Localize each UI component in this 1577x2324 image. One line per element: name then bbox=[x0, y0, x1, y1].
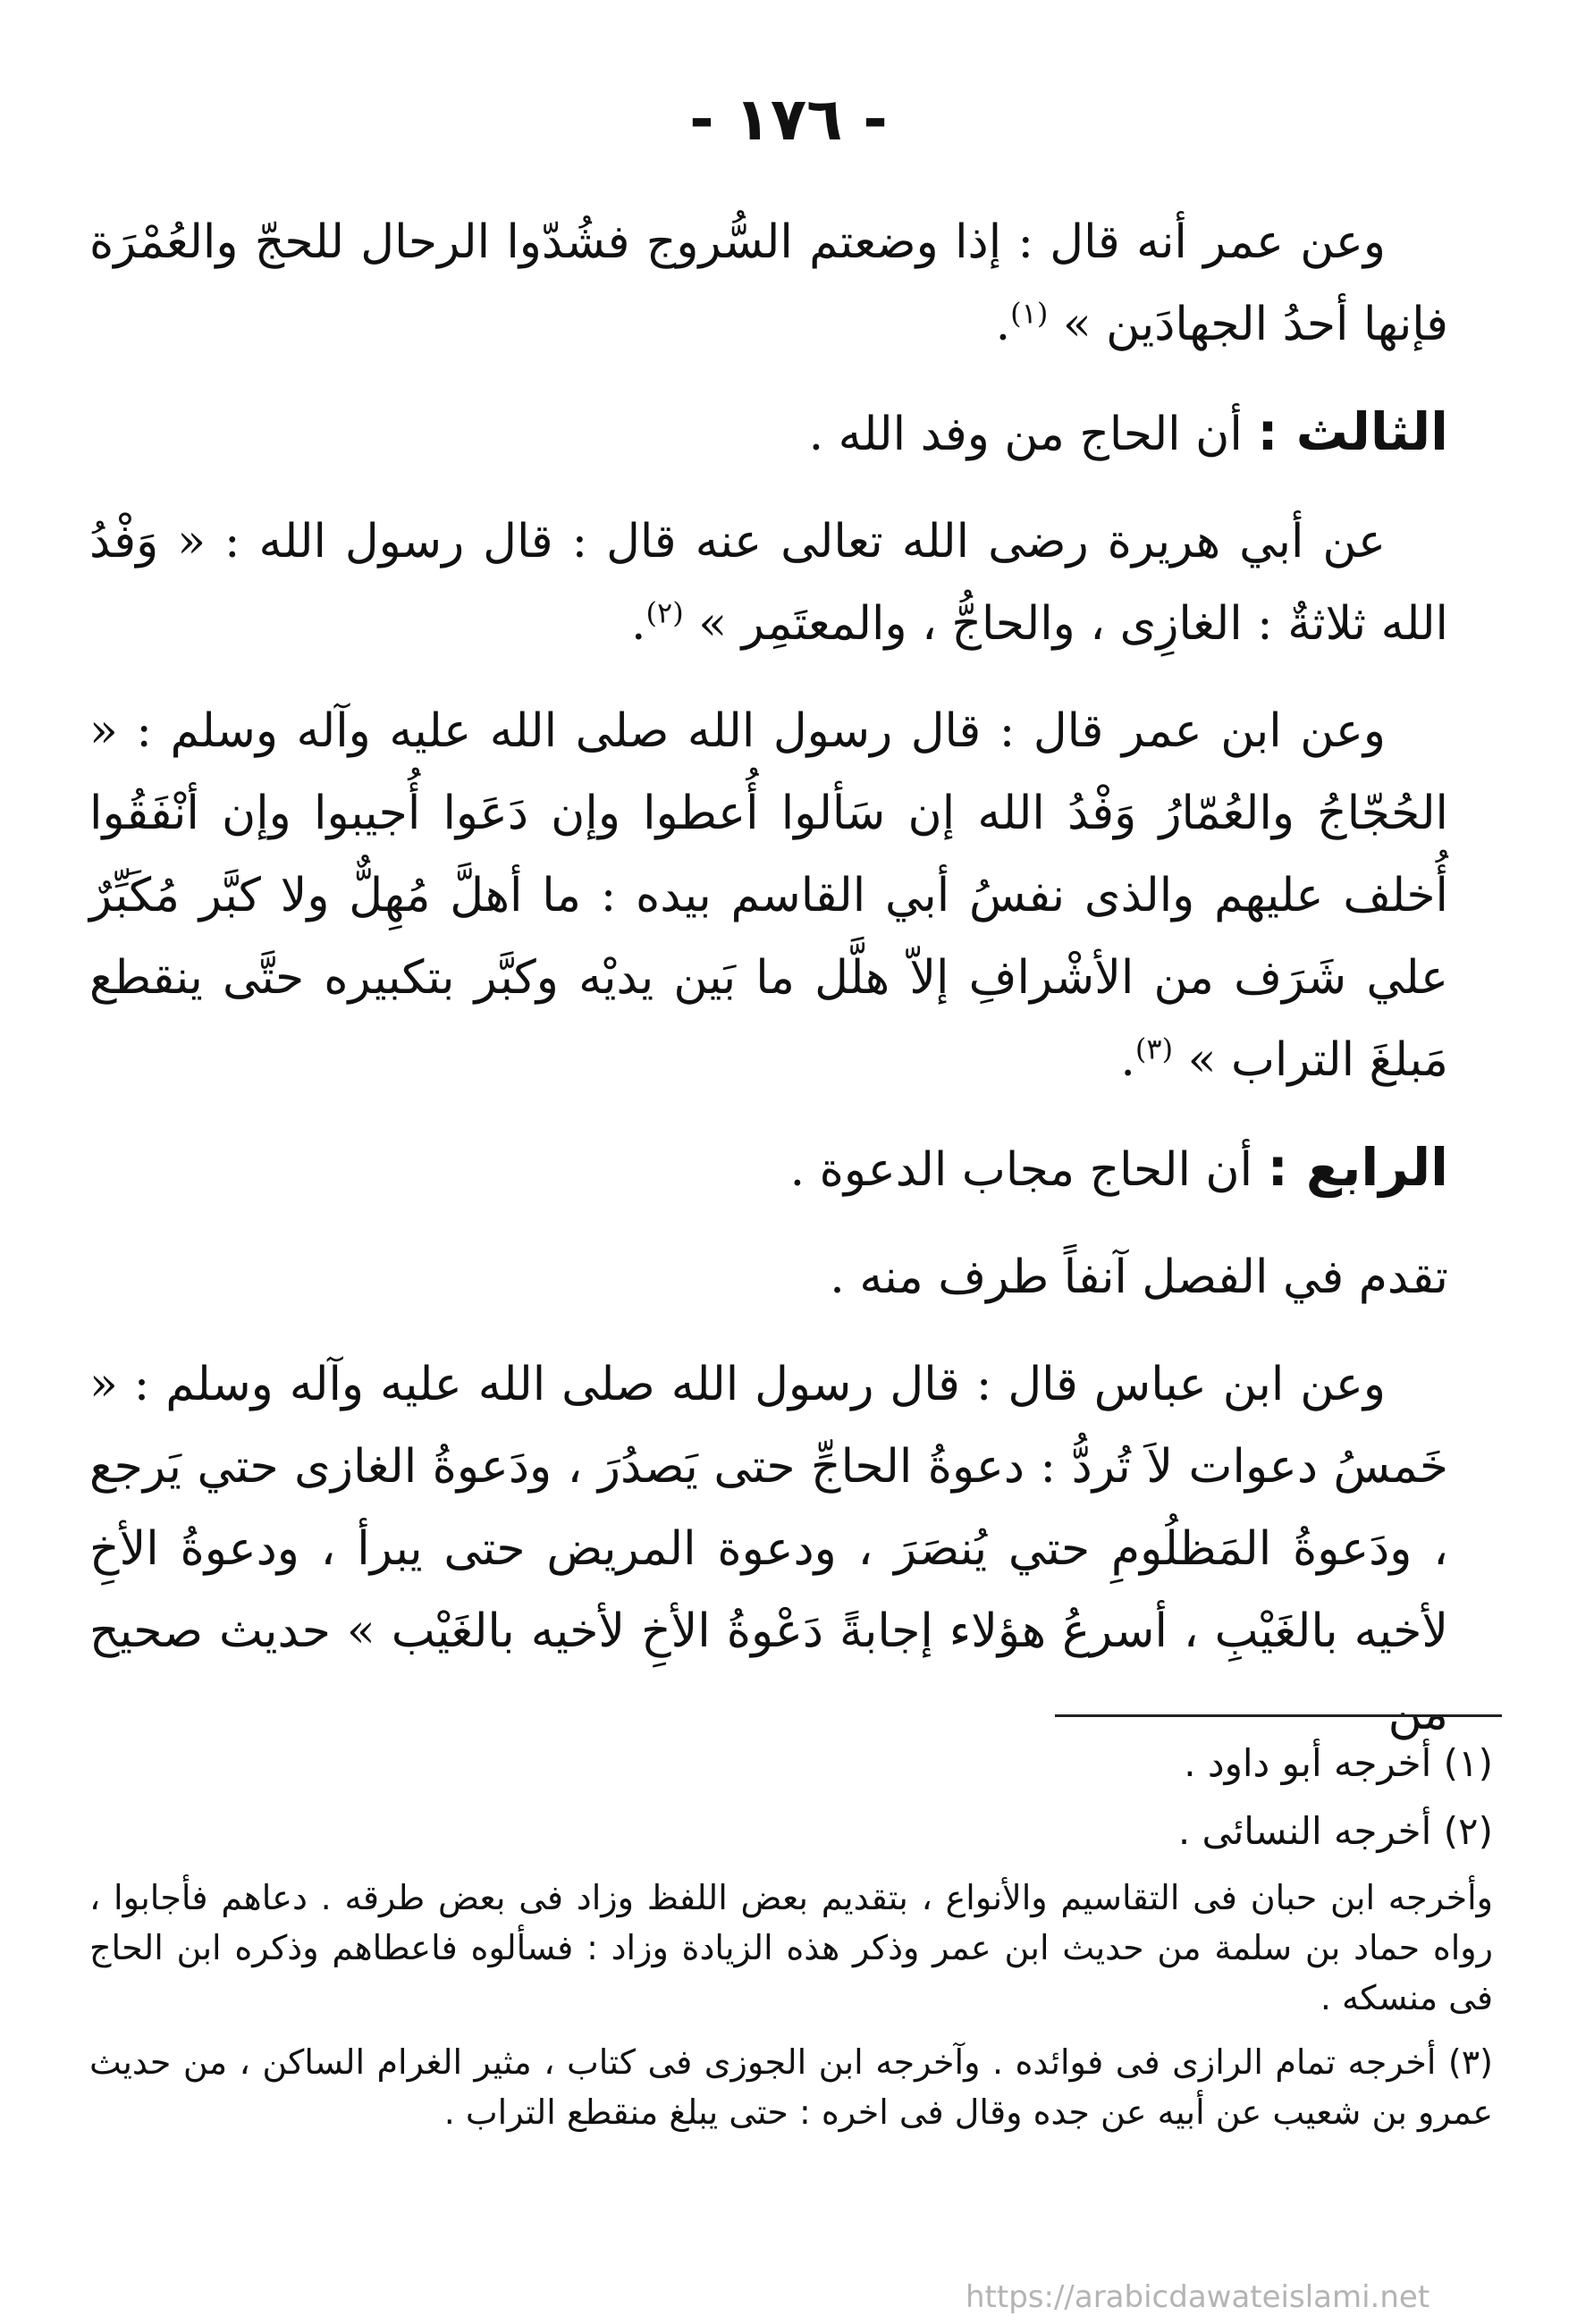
footnote-ref-2: (٢) bbox=[645, 595, 684, 630]
section-heading-third bbox=[89, 391, 1448, 476]
footnote-divider bbox=[1055, 1714, 1502, 1717]
footnote-3: (٣) أخرجه تمام الرازى فى فوائده . وآخرجه ابن الجوزى فى كتاب ، مثير الغرام الساكن ، من حديث عمرو بن شعيب عن أبيه عن جده وقال فى اخره : حتى يبلغ منقطع التراب . bbox=[89, 2042, 1493, 2132]
paragraph-umar-end: . bbox=[995, 298, 1011, 351]
paragraph-abu-hurayra bbox=[89, 501, 1448, 665]
paragraph-ibn-umar-text: وعن ابن عمر قال : قال رسول الله صلى الله عليه وآله وسلم : « الحُجّاجُ والعُمّارُ وَفْدُ الله إن سَألوا أُعطوا وإن دَعَوا أُجيبوا وإن أنْفَقُوا أُخلف عليهم والذى نفسُ أبي القاسم بيده : ما أهلَّ مُهِلٌّ ولا كبَّر مُكَبِّرٌ علي شَرَف من الأشْرافِ إلاّ هلَّل ما بَين يديْه وكبَّر بتكبيره حتَّى ينقطع مَبلغَ التراب » bbox=[89, 704, 1448, 1087]
section-heading-fourth-text: أن الحاج مجاب الدعوة . bbox=[789, 1143, 1253, 1197]
watermark-url: https://arabicdawateislami.net bbox=[966, 2279, 1430, 2315]
section-heading-fourth bbox=[89, 1126, 1448, 1211]
footnote-ref-1: (١) bbox=[1010, 296, 1049, 331]
page-number: - ١٧٦ - bbox=[689, 85, 888, 154]
paragraph-reference: تقدم في الفصل آنفاً طرف منه . bbox=[830, 1250, 1448, 1304]
footnote-ref-3: (٣) bbox=[1134, 1031, 1174, 1066]
section-heading-third-text: أن الحاج من وفد الله . bbox=[808, 408, 1243, 461]
paragraph-ibn-abbas: وعن ابن عباس قال : قال رسول الله صلى الله عليه وآله وسلم : « خَمسُ دعوات لاَ تُردُّ : دعوةُ الحاجِّ حتى يَصدُرَ ، ودَعوةُ الغازى حتي يَرجع ، ودَعوةُ المَظلُومِ حتي يُنصَرَ ، ودعوة المريض حتى يبرأ ، ودعوةُ الأخِ لأخيه بالغَيْبِ ، أسرعُ هؤلاء إجابةً دَعْوةُ الأخِ لأخيه بالغَيْب » حديث صحيح من bbox=[89, 1358, 1448, 1740]
paragraph-umar bbox=[89, 201, 1448, 366]
paragraph-abu-hurayra-text: عن أبي هريرة رضى الله تعالى عنه قال : قال رسول الله : « وَفْدُ الله ثلاثةٌ : الغازِى ، والحاجُّ ، والمعتَمِر » bbox=[89, 515, 1448, 651]
footnotes bbox=[89, 1730, 1493, 2137]
footnote-1: (١) أخرجه أبو داود . bbox=[1184, 1741, 1493, 1785]
section-heading-third-word: الثالث : bbox=[1257, 401, 1448, 462]
paragraph-umar-text: وعن عمر أنه قال : إذا وضعتم السُّروج فشُدّوا الرحال للحجّ والعُمْرَة فإنها أحدُ الجهادَين » bbox=[89, 215, 1448, 351]
body-text bbox=[89, 201, 1448, 1755]
paragraph-ibn-umar-end: . bbox=[1120, 1033, 1135, 1087]
paragraph-abu-hurayra-end: . bbox=[631, 597, 646, 651]
footnote-2: (٢) أخرجه النسائى . bbox=[1177, 1809, 1493, 1853]
paragraph-ibn-umar bbox=[89, 690, 1448, 1101]
footnote-2-continuation: وأخرجه ابن حبان فى التقاسيم والأنواع ، بتقديم بعض اللفظ وزاد فى بعض طرقه . دعاهم فأجابوا ، رواه حماد بن سلمة من حديث ابن عمر وذكر هذه الزيادة وزاد : فسألوه فاعطاهم وذكره ابن الحاج فى منسكه . bbox=[89, 1878, 1493, 2017]
section-heading-fourth-word: الرابع : bbox=[1267, 1137, 1448, 1198]
